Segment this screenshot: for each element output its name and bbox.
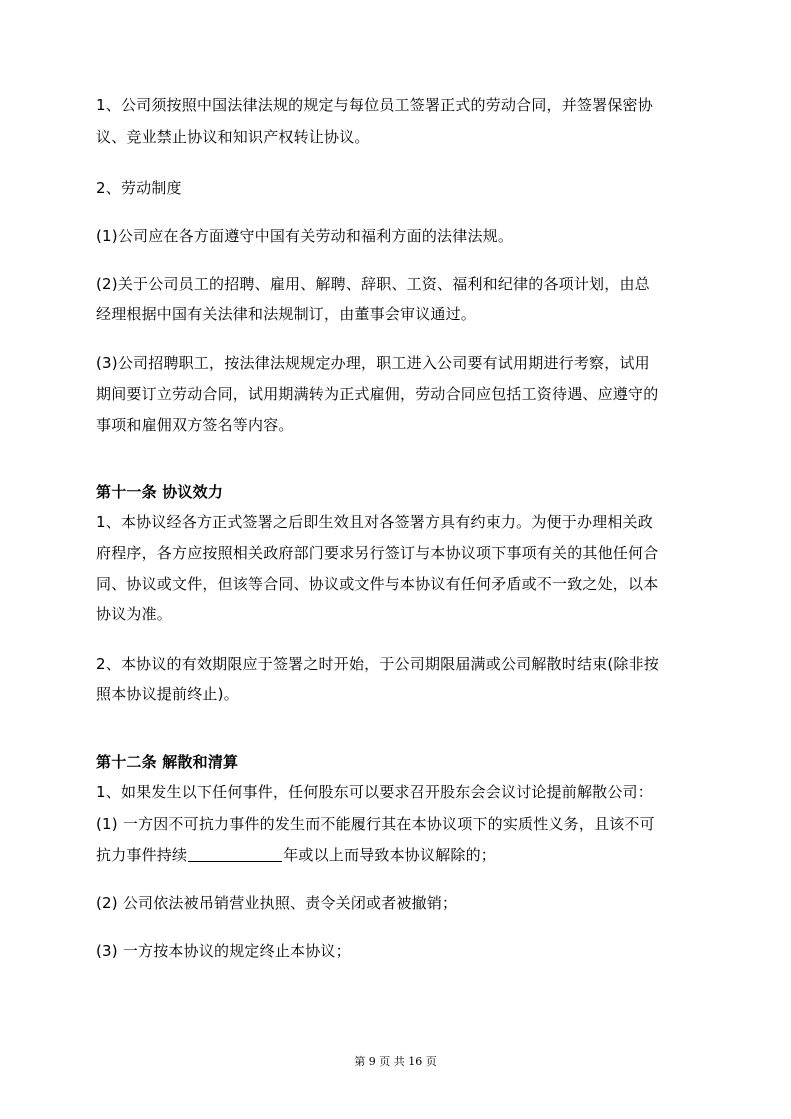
paragraph-line: (2)关于公司员工的招聘、雇用、解聘、辞职、工资、福利和纪律的各项计划，由总 xyxy=(96,275,650,293)
paragraph-line: 1、公司须按照中国法律法规的规定与每位员工签署正式的劳动合同，并签署保密协 xyxy=(96,96,653,114)
paragraph-line: 2、本协议的有效期限应于签署之时开始，于公司期限届满或公司解散时结束(除非按 xyxy=(96,655,659,673)
paragraph-line: 期间要订立劳动合同，试用期满转为正式雇佣，劳动合同应包括工资待遇、应遵守的 xyxy=(96,385,659,403)
paragraph-line: 1、如果发生以下任何事件，任何股东可以要求召开股东会会议讨论提前解散公司： xyxy=(96,783,653,801)
paragraph-line: 同、协议或文件，但该等合同、协议或文件与本协议有任何矛盾或不一致之处，以本 xyxy=(96,575,659,593)
paragraph-line: 照本协议提前终止)。 xyxy=(96,685,239,703)
paragraph-line: 经理根据中国有关法律和法规制订，由董事会审议通过。 xyxy=(96,305,477,323)
paragraph-line: (3) 一方按本协议的规定终止本协议； xyxy=(96,942,351,960)
paragraph-line: (1) 一方因不可抗力事件的发生而不能履行其在本协议项下的实质性义务，且该不可 xyxy=(96,815,655,833)
paragraph-line: (1)公司应在各方面遵守中国有关劳动和福利方面的法律法规。 xyxy=(96,227,514,245)
paragraph-line: (3)公司招聘职工，按法律法规规定办理，职工进入公司要有试用期进行考察，试用 xyxy=(96,354,650,372)
article-heading: 第十二条 解散和清算 xyxy=(96,753,239,771)
page-footer: 第 9 页 共 16 页 xyxy=(354,1055,437,1068)
paragraph-line: (2) 公司依法被吊销营业执照、责令关闭或者被撤销； xyxy=(96,894,458,912)
line-text: 抗力事件持续 xyxy=(96,846,188,864)
paragraph-line: 议、竞业禁止协议和知识产权转让协议。 xyxy=(96,128,370,146)
fill-in-blank[interactable] xyxy=(188,847,282,862)
line-text: 年或以上而导致本协议解除的； xyxy=(283,846,497,864)
paragraph-line: 事项和雇佣双方签名等内容。 xyxy=(96,416,294,434)
paragraph-line: 1、本协议经各方正式签署之后即生效且对各签署方具有约束力。为便于办理相关政 xyxy=(96,513,653,531)
paragraph-line: 协议为准。 xyxy=(96,605,173,623)
paragraph-line xyxy=(96,845,496,865)
paragraph-line: 府程序，各方应按照相关政府部门要求另行签订与本协议项下事项有关的其他任何合 xyxy=(96,544,659,562)
section-item: 2、劳动制度 xyxy=(96,179,182,197)
article-heading: 第十一条 协议效力 xyxy=(96,483,224,501)
